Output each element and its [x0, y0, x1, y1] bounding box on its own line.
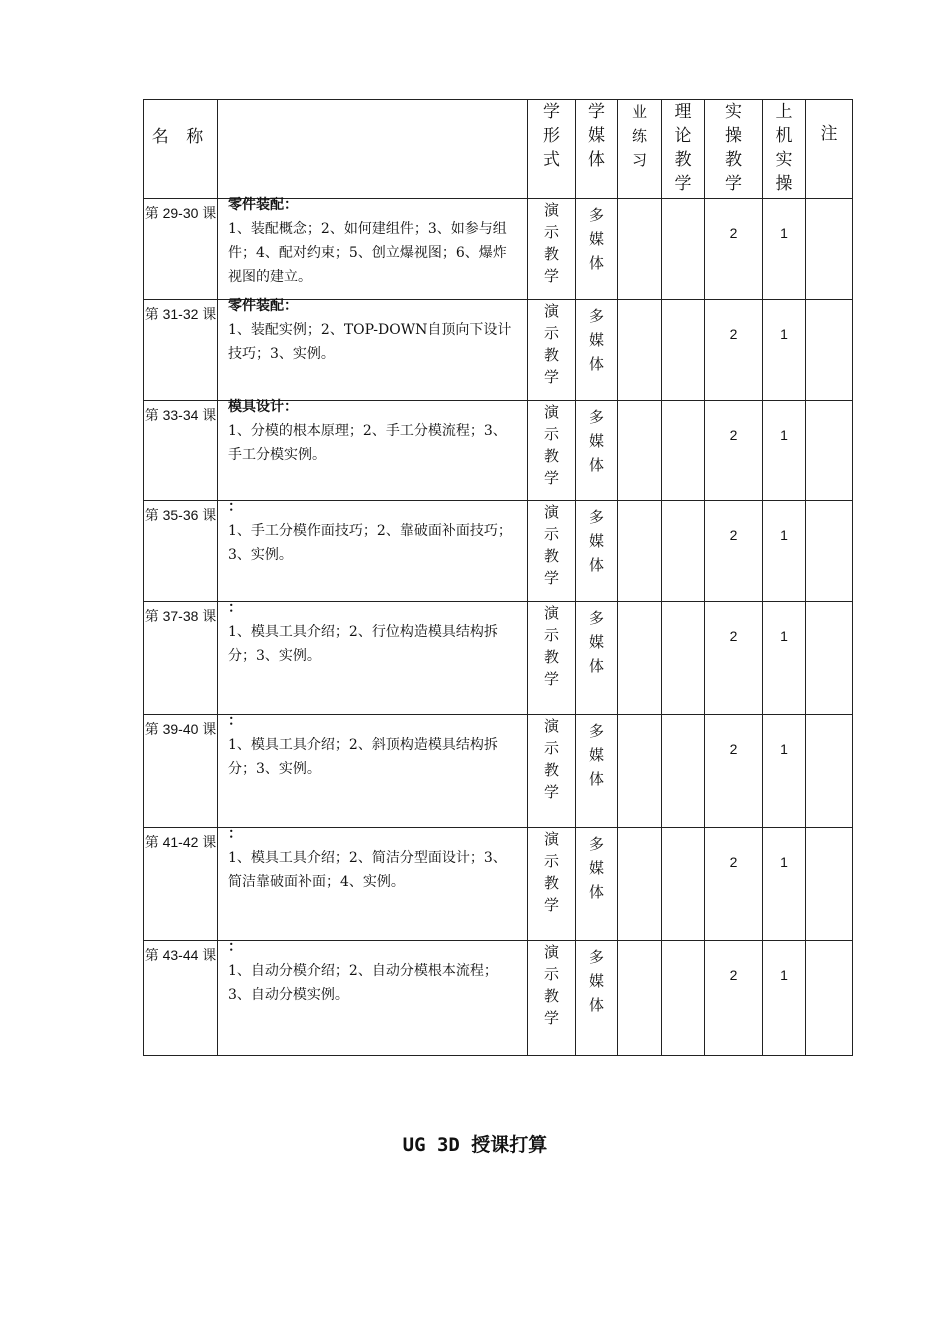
computer-cell — [763, 501, 806, 602]
header-theory: 理论教学 — [662, 100, 705, 199]
theory-cell — [662, 501, 705, 602]
header-content — [218, 100, 528, 199]
media-text: 多媒体 — [589, 408, 605, 474]
lesson-label: 第 35-36 课 — [144, 507, 217, 523]
practice-hours: 2 — [729, 967, 738, 983]
note-cell — [806, 602, 853, 715]
method-cell — [528, 941, 576, 1056]
lesson-row — [144, 401, 853, 501]
practice-cell — [705, 828, 763, 941]
exercise-cell — [618, 602, 662, 715]
lesson-label: 第 31-32 课 — [144, 306, 217, 322]
lesson-row — [144, 602, 853, 715]
note-cell — [806, 715, 853, 828]
method-cell — [528, 602, 576, 715]
lesson-cell — [144, 300, 218, 401]
section-title: ： — [228, 713, 242, 729]
section-text: 1、装配概念；2、如何建组件；3、如参与组件；4、配对约束；5、创立爆视图；6、爆炸视图的建立。 — [228, 221, 507, 285]
header-row — [144, 100, 853, 199]
section-title: 零件装配： — [228, 298, 298, 314]
section-title: ： — [228, 499, 242, 515]
lesson-row — [144, 941, 853, 1056]
section-title: 零件装配： — [228, 197, 298, 213]
media-cell — [576, 602, 618, 715]
computer-cell — [763, 828, 806, 941]
practice-hours: 2 — [729, 628, 738, 644]
computer-hours: 1 — [780, 628, 788, 644]
exercise-cell — [618, 828, 662, 941]
content-cell — [218, 401, 528, 501]
lesson-cell — [144, 602, 218, 715]
method-text: 演示教学 — [544, 201, 560, 285]
section-title: ： — [228, 826, 242, 842]
exercise-cell — [618, 715, 662, 828]
lesson-cell — [144, 941, 218, 1056]
note-cell — [806, 501, 853, 602]
lesson-label: 第 41-42 课 — [144, 834, 217, 850]
practice-hours: 2 — [729, 427, 738, 443]
note-cell — [806, 199, 853, 300]
media-text: 多媒体 — [589, 835, 605, 901]
section-title: ： — [228, 939, 242, 955]
exercise-cell — [618, 941, 662, 1056]
computer-cell — [763, 941, 806, 1056]
method-text: 演示教学 — [544, 717, 560, 801]
practice-cell — [705, 300, 763, 401]
computer-hours: 1 — [780, 967, 788, 983]
header-computer: 上机实操 — [763, 100, 806, 199]
media-text: 多媒体 — [589, 722, 605, 788]
section-text: 1、模具工具介绍；2、斜顶构造模具结构拆分；3、实例。 — [228, 737, 498, 777]
note-cell — [806, 401, 853, 501]
lesson-cell — [144, 199, 218, 300]
practice-hours: 2 — [729, 225, 738, 241]
theory-cell — [662, 401, 705, 501]
content-cell — [218, 501, 528, 602]
theory-cell — [662, 300, 705, 401]
content-cell — [218, 828, 528, 941]
practice-hours: 2 — [729, 741, 738, 757]
teaching-plan-table — [143, 99, 853, 1056]
media-cell — [576, 941, 618, 1056]
computer-cell — [763, 602, 806, 715]
method-text: 演示教学 — [544, 503, 560, 587]
computer-cell — [763, 199, 806, 300]
section-text: 1、手工分模作面技巧；2、靠破面补面技巧；3、实例。 — [228, 523, 512, 563]
practice-cell — [705, 715, 763, 828]
computer-hours: 1 — [780, 225, 788, 241]
method-cell — [528, 401, 576, 501]
section-text: 1、模具工具介绍；2、行位构造模具结构拆分；3、实例。 — [228, 624, 498, 664]
method-text: 演示教学 — [544, 604, 560, 688]
content-cell — [218, 715, 528, 828]
practice-hours: 2 — [729, 527, 738, 543]
document-title: UG 3D 授课打算 — [402, 1134, 548, 1156]
lesson-row — [144, 828, 853, 941]
section-text: 1、自动分模介绍；2、自动分模根本流程；3、自动分模实例。 — [228, 963, 498, 1003]
lesson-label: 第 43-44 课 — [144, 947, 217, 963]
method-cell — [528, 199, 576, 300]
theory-cell — [662, 941, 705, 1056]
header-name: 名 称 — [144, 100, 218, 199]
header-note: 注 — [806, 100, 853, 199]
media-text: 多媒体 — [589, 948, 605, 1014]
lesson-row — [144, 501, 853, 602]
method-text: 演示教学 — [544, 302, 560, 386]
computer-hours: 1 — [780, 527, 788, 543]
lesson-cell — [144, 715, 218, 828]
practice-cell — [705, 941, 763, 1056]
lesson-cell — [144, 828, 218, 941]
method-cell — [528, 828, 576, 941]
section-title: 模具设计： — [228, 399, 298, 415]
exercise-cell — [618, 501, 662, 602]
exercise-cell — [618, 401, 662, 501]
media-cell — [576, 501, 618, 602]
method-text: 演示教学 — [544, 403, 560, 487]
lesson-row — [144, 199, 853, 300]
computer-cell — [763, 300, 806, 401]
practice-hours: 2 — [729, 326, 738, 342]
media-text: 多媒体 — [589, 206, 605, 272]
computer-cell — [763, 715, 806, 828]
note-cell — [806, 941, 853, 1056]
lesson-label: 第 37-38 课 — [144, 608, 217, 624]
media-text: 多媒体 — [589, 307, 605, 373]
media-cell — [576, 300, 618, 401]
media-text: 多媒体 — [589, 508, 605, 574]
media-cell — [576, 828, 618, 941]
method-text: 演示教学 — [544, 943, 560, 1027]
lesson-row — [144, 715, 853, 828]
method-cell — [528, 300, 576, 401]
practice-cell — [705, 199, 763, 300]
practice-cell — [705, 501, 763, 602]
computer-hours: 1 — [780, 427, 788, 443]
media-cell — [576, 401, 618, 501]
content-cell — [218, 602, 528, 715]
theory-cell — [662, 602, 705, 715]
lesson-cell — [144, 401, 218, 501]
header-method: 学形式 — [528, 100, 576, 199]
content-cell — [218, 199, 528, 300]
section-text: 1、模具工具介绍；2、简洁分型面设计；3、简洁靠破面补面；4、实例。 — [228, 850, 507, 890]
section-text: 1、分模的根本原理；2、手工分模流程；3、手工分模实例。 — [228, 423, 507, 463]
media-cell — [576, 199, 618, 300]
lesson-label: 第 39-40 课 — [144, 721, 217, 737]
theory-cell — [662, 199, 705, 300]
content-cell — [218, 941, 528, 1056]
practice-hours: 2 — [729, 854, 738, 870]
theory-cell — [662, 715, 705, 828]
method-cell — [528, 715, 576, 828]
theory-cell — [662, 828, 705, 941]
header-media: 学媒体 — [576, 100, 618, 199]
lesson-row — [144, 300, 853, 401]
method-cell — [528, 501, 576, 602]
method-text: 演示教学 — [544, 830, 560, 914]
media-text: 多媒体 — [589, 609, 605, 675]
section-text: 1、装配实例；2、TOP-DOWN自顶向下设计技巧；3、实例。 — [228, 322, 512, 362]
computer-hours: 1 — [780, 741, 788, 757]
exercise-cell — [618, 300, 662, 401]
computer-hours: 1 — [780, 854, 788, 870]
practice-cell — [705, 401, 763, 501]
note-cell — [806, 300, 853, 401]
media-cell — [576, 715, 618, 828]
header-practice: 实操教学 — [705, 100, 763, 199]
exercise-cell — [618, 199, 662, 300]
note-cell — [806, 828, 853, 941]
section-title: ： — [228, 600, 242, 616]
lesson-label: 第 29-30 课 — [144, 205, 217, 221]
lesson-cell — [144, 501, 218, 602]
computer-cell — [763, 401, 806, 501]
computer-hours: 1 — [780, 326, 788, 342]
header-exercise: 业练习 — [618, 100, 662, 199]
practice-cell — [705, 602, 763, 715]
content-cell — [218, 300, 528, 401]
lesson-label: 第 33-34 课 — [144, 407, 217, 423]
